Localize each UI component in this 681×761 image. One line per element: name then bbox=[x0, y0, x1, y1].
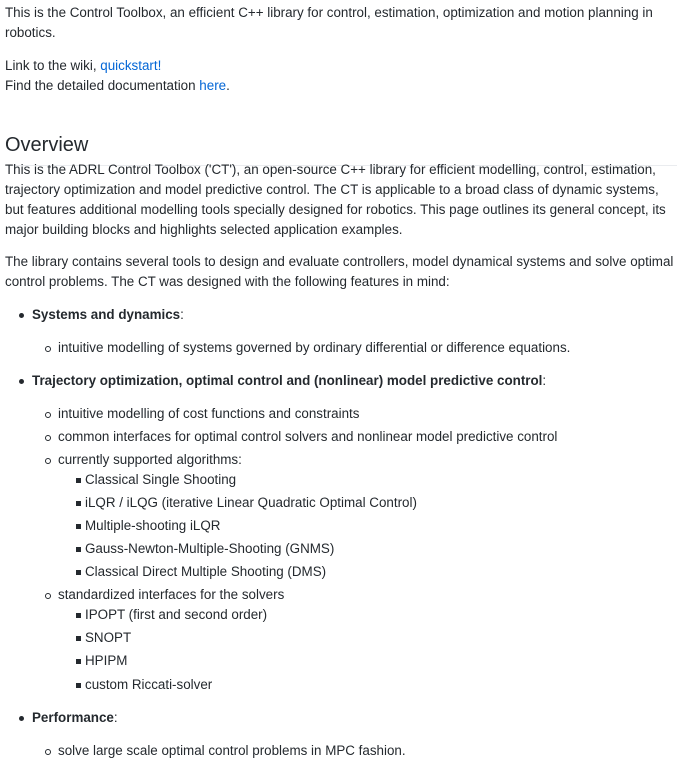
bullet-square bbox=[76, 613, 81, 618]
bullet-square bbox=[76, 547, 81, 552]
intro-text: This is the Control Toolbox, an efficient C++ library for control, estimation, optimization and motion planning in robotics. bbox=[5, 5, 653, 40]
bullet-disc bbox=[19, 379, 24, 384]
bullet-circle bbox=[45, 435, 51, 441]
bullet-square bbox=[76, 524, 81, 529]
doc-suffix: . bbox=[226, 78, 230, 93]
bullet-circle bbox=[45, 458, 51, 464]
bullet-disc bbox=[19, 313, 24, 318]
doc-prefix: Find the detailed documentation bbox=[5, 78, 200, 93]
links-paragraph bbox=[5, 56, 675, 96]
bullet-circle bbox=[45, 749, 51, 755]
quickstart-link[interactable]: quickstart! bbox=[100, 58, 162, 73]
bullet-circle bbox=[45, 412, 51, 418]
overview-heading: Overview bbox=[5, 131, 677, 166]
bullet-circle bbox=[45, 346, 51, 352]
documentation-link[interactable]: here bbox=[199, 78, 227, 93]
feature-title: Trajectory optimization, optimal control and (nonlinear) model predictive control bbox=[32, 373, 543, 388]
bullet-square bbox=[76, 478, 81, 483]
bullet-square bbox=[76, 659, 81, 664]
overview-paragraph-1: This is the ADRL Control Toolbox ('CT'), an open-source C++ library for efficient modelling, control, estimation, trajectory optimization and model predictive control. The CT is applicable to a broad class of dynamic systems, but features additional modelling tools specially designed for robotics. This page outlines its general concept, its major building blocks and highlights selected application examples. bbox=[5, 162, 666, 237]
bullet-disc bbox=[19, 716, 24, 721]
bullet-circle bbox=[45, 593, 51, 599]
bullet-square bbox=[76, 636, 81, 641]
bullet-square bbox=[76, 570, 81, 575]
bullet-square bbox=[76, 501, 81, 506]
overview-paragraph-2: The library contains several tools to design and evaluate controllers, model dynamical systems and solve optimal control problems. The CT was designed with the following features in mind: bbox=[5, 254, 674, 289]
feature-title: Performance bbox=[32, 710, 114, 725]
feature-title: Systems and dynamics bbox=[32, 307, 181, 322]
bullet-square bbox=[76, 683, 81, 688]
wiki-prefix: Link to the wiki, bbox=[5, 58, 101, 73]
